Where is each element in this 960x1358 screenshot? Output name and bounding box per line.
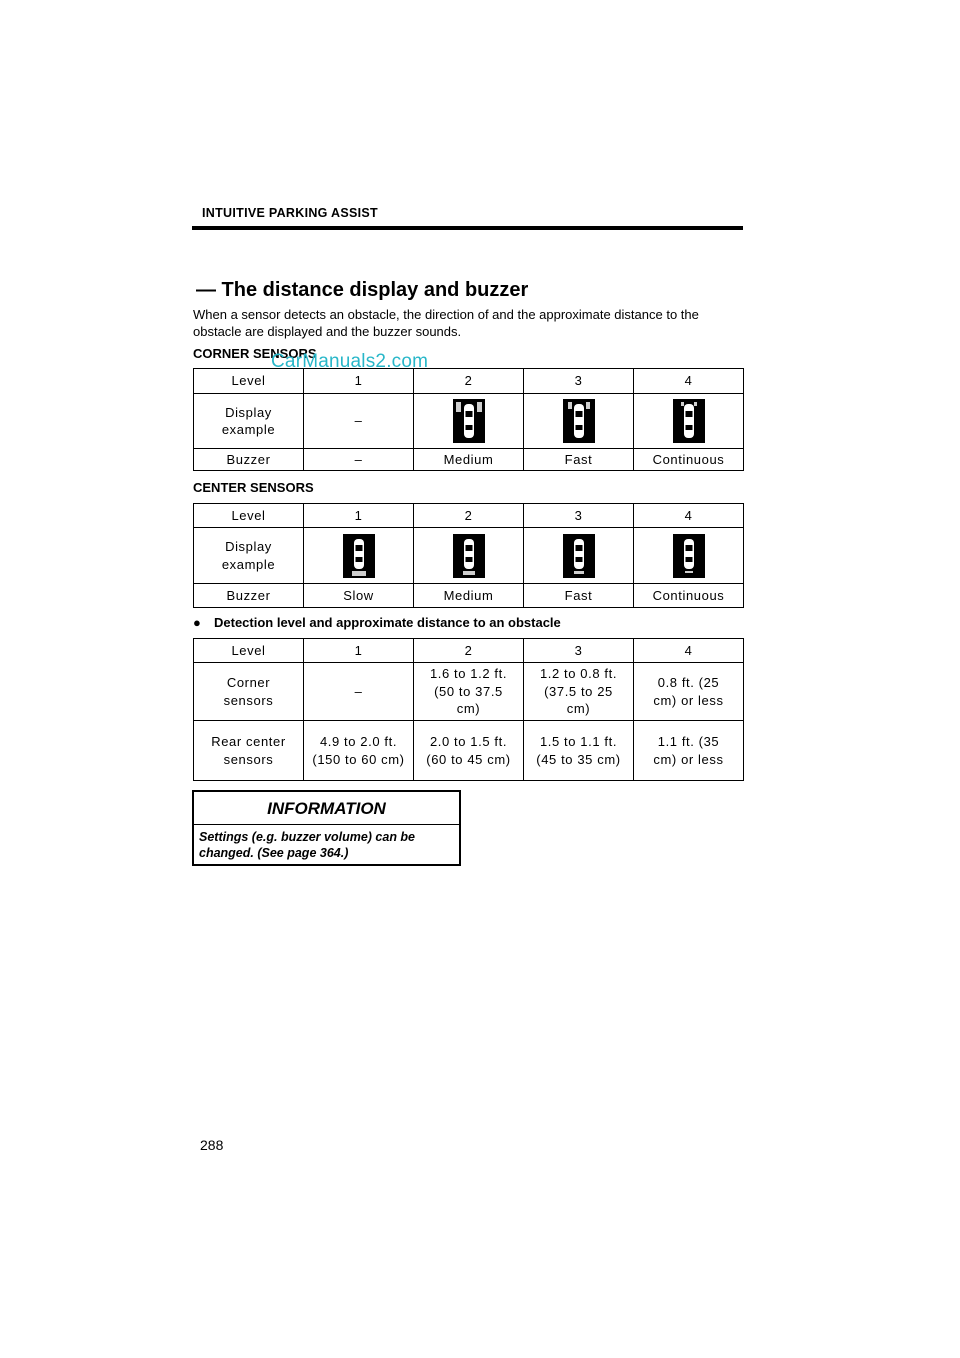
distance-cell: – xyxy=(304,663,414,721)
center-car-icon xyxy=(673,534,705,578)
corner-car-icon xyxy=(563,399,595,443)
display-cell xyxy=(634,528,744,584)
center-car-icon xyxy=(453,534,485,578)
information-rule xyxy=(194,824,459,825)
level-row xyxy=(194,504,744,528)
display-row xyxy=(194,528,744,584)
level-row xyxy=(194,639,744,663)
row-label: Display example xyxy=(194,528,304,584)
level-cell: 2 xyxy=(414,639,524,663)
level-cell: 4 xyxy=(634,639,744,663)
distance-cell: 2.0 to 1.5 ft. (60 to 45 cm) xyxy=(414,721,524,781)
level-cell: 2 xyxy=(414,369,524,394)
distance-cell: 1.6 to 1.2 ft. (50 to 37.5 cm) xyxy=(414,663,524,721)
header-title: INTUITIVE PARKING ASSIST xyxy=(202,206,378,220)
level-cell: 2 xyxy=(414,504,524,528)
display-row xyxy=(194,394,744,449)
center-sensors-heading: CENTER SENSORS xyxy=(193,480,314,495)
row-label: Rear center sensors xyxy=(194,721,304,781)
buzzer-cell: Medium xyxy=(414,449,524,471)
level-cell: 4 xyxy=(634,504,744,528)
buzzer-cell: Continuous xyxy=(634,584,744,608)
bullet-icon: ● xyxy=(193,615,201,630)
row-label: Level xyxy=(194,504,304,528)
row-label: Buzzer xyxy=(194,449,304,471)
center-sensors-table xyxy=(193,503,744,608)
buzzer-cell: Fast xyxy=(524,449,634,471)
rear-center-sensors-row xyxy=(194,721,744,781)
header-rule xyxy=(192,226,743,230)
display-cell xyxy=(414,394,524,449)
corner-sensors-row xyxy=(194,663,744,721)
distance-cell: 0.8 ft. (25 cm) or less xyxy=(634,663,744,721)
corner-car-icon xyxy=(673,399,705,443)
corner-sensors-heading: CORNER SENSORS xyxy=(193,346,317,361)
display-cell xyxy=(524,528,634,584)
page-number: 288 xyxy=(200,1137,224,1153)
distance-cell: 1.2 to 0.8 ft. (37.5 to 25 cm) xyxy=(524,663,634,721)
distance-heading-text: Detection level and approximate distance to an obstacle xyxy=(214,615,561,630)
row-label: Display example xyxy=(194,394,304,449)
information-box xyxy=(192,790,461,866)
center-car-icon xyxy=(343,534,375,578)
buzzer-cell: Fast xyxy=(524,584,634,608)
distance-cell: 1.5 to 1.1 ft. (45 to 35 cm) xyxy=(524,721,634,781)
page-header xyxy=(192,203,743,230)
buzzer-cell: Medium xyxy=(414,584,524,608)
level-cell: 3 xyxy=(524,504,634,528)
level-cell: 4 xyxy=(634,369,744,394)
level-cell: 1 xyxy=(304,369,414,394)
watermark: CarManuals2.com xyxy=(271,351,429,372)
display-cell xyxy=(304,528,414,584)
information-text: Settings (e.g. buzzer volume) can be changed. (See page 364.) xyxy=(199,830,416,860)
row-label: Level xyxy=(194,639,304,663)
corner-car-icon xyxy=(453,399,485,443)
level-row xyxy=(194,369,744,394)
buzzer-row xyxy=(194,449,744,471)
distance-table xyxy=(193,638,744,781)
display-cell xyxy=(634,394,744,449)
level-cell: 3 xyxy=(524,639,634,663)
corner-sensors-table xyxy=(193,368,744,471)
distance-cell: 4.9 to 2.0 ft. (150 to 60 cm) xyxy=(304,721,414,781)
level-cell: 3 xyxy=(524,369,634,394)
section-title: — The distance display and buzzer xyxy=(196,279,529,301)
distance-heading xyxy=(193,614,561,631)
row-label: Level xyxy=(194,369,304,394)
distance-cell: 1.1 ft. (35 cm) or less xyxy=(634,721,744,781)
intro-paragraph: When a sensor detects an obstacle, the direction of and the approximate distance to the obstacle are displayed and the buzzer sounds. xyxy=(193,307,699,339)
center-car-icon xyxy=(563,534,595,578)
level-cell: 1 xyxy=(304,504,414,528)
display-cell: – xyxy=(304,394,414,449)
buzzer-row xyxy=(194,584,744,608)
level-cell: 1 xyxy=(304,639,414,663)
display-cell xyxy=(524,394,634,449)
buzzer-cell: – xyxy=(304,449,414,471)
row-label: Corner sensors xyxy=(194,663,304,721)
display-cell xyxy=(414,528,524,584)
buzzer-cell: Slow xyxy=(304,584,414,608)
buzzer-cell: Continuous xyxy=(634,449,744,471)
row-label: Buzzer xyxy=(194,584,304,608)
information-title: INFORMATION xyxy=(267,799,386,818)
